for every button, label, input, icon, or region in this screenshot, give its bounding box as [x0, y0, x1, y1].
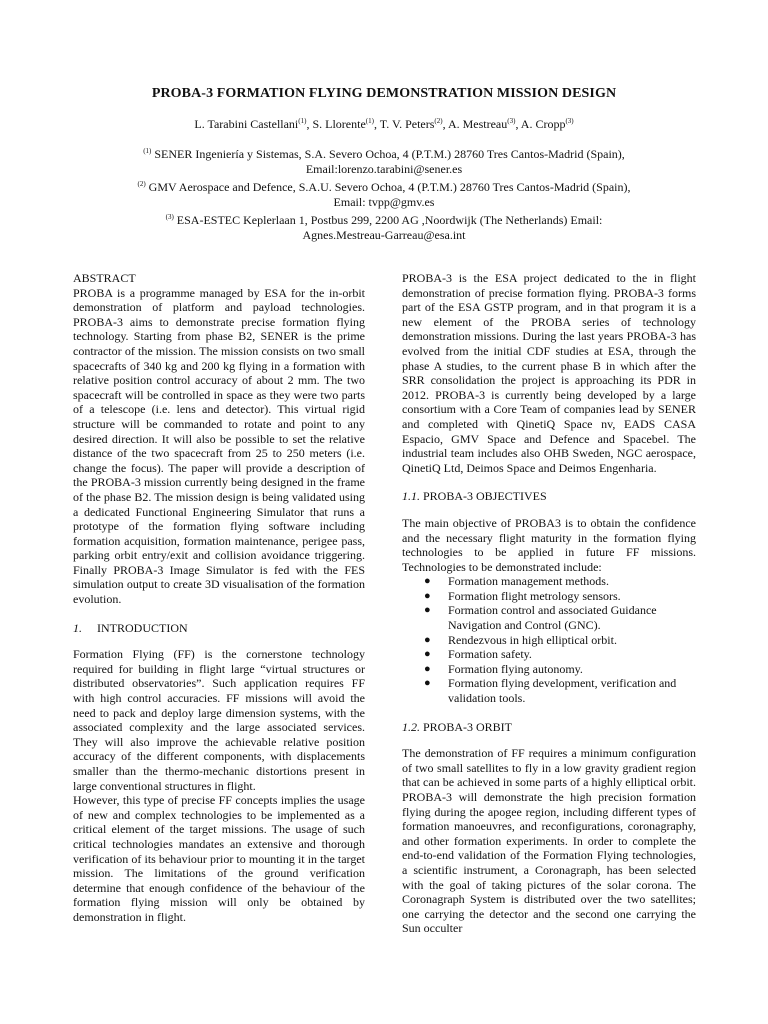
- affiliation-3: $^{(3)}$ ESA-ESTEC Keplerlaan 1, Postbus 299, 2200 AG ,Noordwijk (The Netherlands) Email: Agnes.Mestreau-Garreau@esa.int: [165, 213, 603, 242]
- list-item: ● Formation management methods.: [424, 574, 609, 589]
- abstract-heading: ABSTRACT: [73, 271, 136, 285]
- orbit-paragraph: The demonstration of FF requires a minimum configuration of two small satellites to fly in a low gravity gradient region that can be achieved in some parts of a highly elliptical orbit. PROBA-3 will demonstrate the high precision formation flying during the apogee region, including different types of formation manoeuvres, and reconfigurations, coronagraphy, and other formation experiments. In order to complete the end-to-end validation of the Formation Flying technologies, a scientific instrument, a Coronagraph, has been selected with the goal of taking pictures of the solar corona. The Coronagraph System is distributed over the two satellites; one carrying the detector and the second one carrying the Sun occulter: [402, 746, 696, 936]
- author: L. Tarabini Castellani$^{(1)}$,: [194, 117, 313, 131]
- bullet-icon: ●: [424, 633, 431, 646]
- bullet-icon: ●: [424, 662, 431, 675]
- section-heading-orbit: [402, 720, 696, 735]
- subsection-number: 1.1.: [402, 489, 420, 504]
- intro-paragraph-2: However, this type of precise FF concepts implies the usage of new and complex technologies to be implemented as a critical element of the target missions. The usage of such critical technologies mandates an extensive and thorough verification of its behaviour prior to mounting it in the target mission. The limitations of the ground verification determine that enough confidence of the behaviour of the formation flying mission will only be obtained by demonstration in flight.: [73, 793, 365, 924]
- objectives-paragraph: The main objective of PROBA3 is to obtain the confidence and the necessary flight maturity in the formation flying technologies to be applied in future FF missions. Technologies to be demonstrated include:: [402, 515, 696, 574]
- bullet-icon: ●: [424, 648, 431, 661]
- list-item: ● Formation control and associated Guidance Navigation and Control (GNC).: [424, 603, 657, 633]
- left-column: [73, 271, 365, 925]
- subsection-title: PROBA-3 OBJECTIVES: [423, 489, 547, 504]
- list-item: ● Rendezvous in high elliptical orbit.: [424, 632, 617, 647]
- section-number: 1.: [73, 620, 82, 635]
- affiliations: [96, 144, 672, 243]
- affiliation-2: $^{(2)}$ GMV Aerospace and Defence, S.A.U. Severo Ochoa, 4 (P.T.M.) 28760 Tres Cantos-Madrid (Spain), Email: tvpp@gmv.es: [137, 180, 631, 209]
- section-heading-introduction: [73, 621, 365, 636]
- intro-paragraph-1: Formation Flying (FF) is the cornerstone technology required for building in flight large “virtual structures or distributed observatories”. Such application requires FF with high control accuracies. FF missions will avoid the need to pack and deploy large dimension systems, with the associated complexity and the large associated services. They will also improve the achievable relative position accuracy of the different components, with displacements smaller than the thermo-mechanic distortions present in large conventional structures in flight.: [73, 647, 365, 793]
- section-heading-objectives: [402, 489, 696, 504]
- author: T. V. Peters$^{(2)}$,: [379, 117, 448, 131]
- list-item: ● Formation safety.: [424, 647, 532, 662]
- author: A. Cropp$^{(3)}$: [520, 117, 574, 131]
- list-item: ● Formation flying development, verification and validation tools.: [424, 676, 677, 706]
- list-item: ● Formation flying autonomy.: [424, 661, 583, 676]
- bullet-icon: ●: [424, 575, 431, 588]
- author-list: [0, 117, 768, 132]
- subsection-title: PROBA-3 ORBIT: [423, 719, 513, 734]
- right-column: [402, 271, 696, 936]
- abstract-text: PROBA is a programme managed by ESA for the in-orbit demonstration of platform and payload technologies. PROBA-3 aims to demonstrate precise formation flying technology. Starting from phase B2, SENER is the prime contractor of the mission. The mission consists on two small spacecrafts of 340 kg and 200 kg flying in a formation with relative position control accuracy of about 2 mm. The two spacecraft will be controlled in space as they were two parts of a telescope (i.e. lens and detector). This virtual rigid structure will be commanded to rotate and point to any desired direction. It will also be possible to set the relative distance of the two spacecraft from 25 to 250 meters (i.e. change the focus). The paper will provide a description of the PROBA-3 mission currently being designed in the frame of the phase B2. The mission design is being validated using a dedicated Functional Engineering Simulator that runs a prototype of the formation flying software including formation acquisition, formation maintenance, perigee pass, parking orbit entry/exit and collision avoidance triggering. Finally PROBA-3 Image Simulator is fed with the FES simulation output to create 3D visualisation of the formation evolution.: [73, 285, 365, 607]
- affiliation-1: $^{(1)}$ SENER Ingeniería y Sistemas, S.A. Severo Ochoa, 4 (P.T.M.) 28760 Tres Cantos-Madrid (Spain), Email:lorenzo.tarabini@sener.es: [143, 147, 625, 176]
- bullet-icon: ●: [424, 677, 431, 690]
- paper-title: PROBA-3 FORMATION FLYING DEMONSTRATION MISSION DESIGN: [151, 86, 617, 101]
- author: A. Mestreau$^{(3)}$,: [447, 117, 521, 131]
- proba3-overview-paragraph: PROBA-3 is the ESA project dedicated to the in flight demonstration of precise formation flying. PROBA-3 forms part of the ESA GSTP program, and in that program it is a new element of the PROBA series of technology demonstration missions. During the last years PROBA-3 has evolved from the initial CDF studies at ESA, through the phase A studies, to the current phase B in which after the SRR consolidation the project is approaching its PDR in 2012. PROBA-3 is currently being developed by a large consortium with a Core Team of companies lead by SENER and completed with QinetiQ Space nv, EADS CASA Espacio, GMV Space and Defence and Spacebel. The industrial team includes also OHB Sweden, NGC aerospace, QinetiQ Ltd, Deimos Space and Deimos Engenharia.: [402, 271, 696, 475]
- technologies-list: [402, 574, 696, 705]
- subsection-number: 1.2.: [402, 719, 420, 734]
- author: S. Llorente$^{(1)}$,: [312, 117, 380, 131]
- list-item: ● Formation flight metrology sensors.: [424, 588, 621, 603]
- bullet-icon: ●: [424, 589, 431, 602]
- section-title: INTRODUCTION: [97, 620, 188, 635]
- bullet-icon: ●: [424, 604, 431, 617]
